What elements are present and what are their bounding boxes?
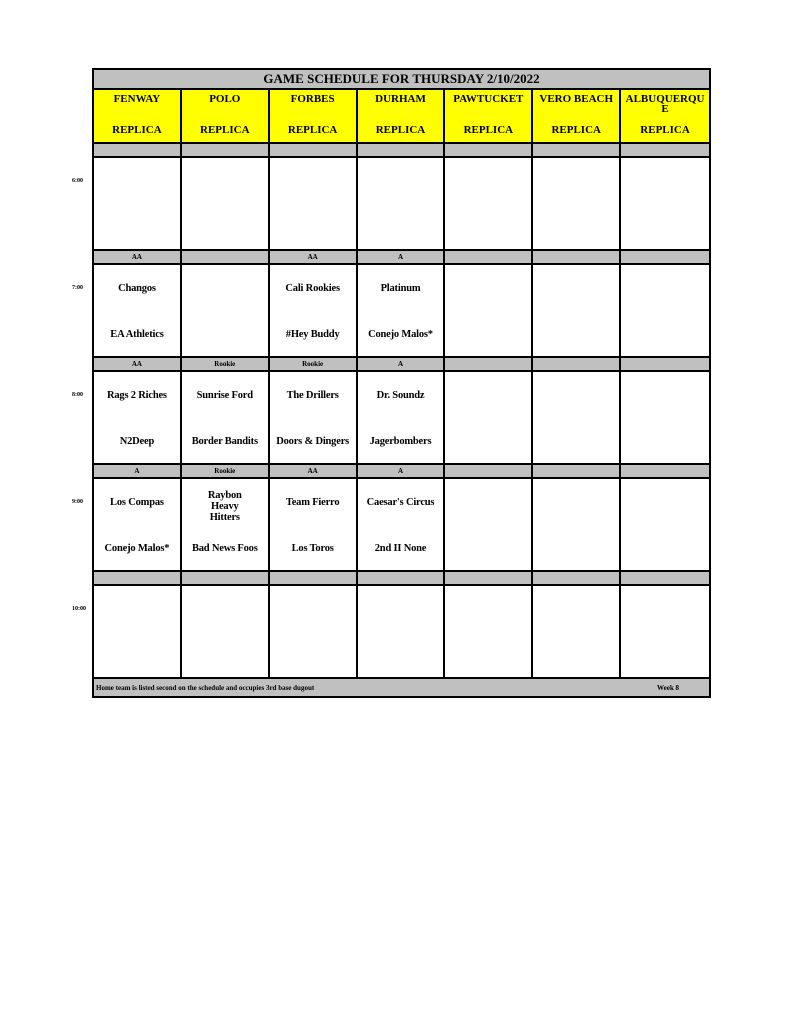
home-team: Jagerbombers xyxy=(369,436,432,447)
game-cell xyxy=(270,158,358,251)
time-label: 9:00 xyxy=(72,499,83,505)
home-team: Doors & Dingers xyxy=(276,436,350,447)
division-label: AA xyxy=(270,465,358,479)
division-label xyxy=(445,358,533,372)
division-label: Rookie xyxy=(270,358,358,372)
footer-note: Home team is listed second on the schedule and occupies 3rd base dugout xyxy=(96,683,315,692)
field-header-row xyxy=(94,90,709,144)
game-cell xyxy=(94,479,182,572)
division-label: AA xyxy=(270,251,358,265)
division-label xyxy=(182,572,270,586)
away-team: Cali Rookies xyxy=(285,283,340,294)
game-cell xyxy=(182,479,270,572)
game-cell xyxy=(182,586,270,679)
division-label xyxy=(270,572,358,586)
time-slots xyxy=(94,144,709,679)
home-team: Border Bandits xyxy=(191,436,258,447)
game-cell xyxy=(94,372,182,465)
field-header-forbes xyxy=(270,90,358,144)
division-label: A xyxy=(358,251,446,265)
division-label: A xyxy=(358,358,446,372)
division-label xyxy=(94,144,182,158)
field-name: POLO xyxy=(209,93,241,105)
division-label xyxy=(270,144,358,158)
field-name: PAWTUCKET xyxy=(453,93,524,105)
game-cell xyxy=(533,586,621,679)
game-cell xyxy=(445,586,533,679)
game-cell xyxy=(270,372,358,465)
game-cell xyxy=(533,372,621,465)
home-team: EA Athletics xyxy=(110,329,164,340)
away-team: Sunrise Ford xyxy=(196,390,253,401)
time-label: 10:00 xyxy=(72,606,86,612)
division-label: Rookie xyxy=(182,465,270,479)
game-cell xyxy=(533,265,621,358)
game-cell xyxy=(445,265,533,358)
division-label: Rookie xyxy=(182,358,270,372)
field-header-polo xyxy=(182,90,270,144)
field-subtitle: REPLICA xyxy=(287,124,338,136)
game-cell xyxy=(533,479,621,572)
division-band xyxy=(94,572,709,586)
away-team: Dr. Soundz xyxy=(376,390,425,401)
game-cell xyxy=(270,265,358,358)
game-cell xyxy=(445,479,533,572)
game-cell xyxy=(533,158,621,251)
field-subtitle: REPLICA xyxy=(375,124,426,136)
field-name: FENWAY xyxy=(113,93,161,105)
game-cell xyxy=(621,586,709,679)
division-label xyxy=(358,144,446,158)
field-subtitle: REPLICA xyxy=(200,124,250,136)
division-label xyxy=(621,465,709,479)
division-band xyxy=(94,144,709,158)
game-cell xyxy=(358,586,446,679)
home-team: N2Deep xyxy=(119,436,155,447)
time-label: 7:00 xyxy=(72,285,83,291)
game-cell xyxy=(94,158,182,251)
field-header-durham xyxy=(358,90,446,144)
home-team: 2nd II None xyxy=(374,543,427,554)
field-name: ALBUQUERQUE xyxy=(625,93,705,115)
division-label: AA xyxy=(94,358,182,372)
week-label: Week 8 xyxy=(657,683,679,692)
game-cell xyxy=(621,265,709,358)
game-cell xyxy=(621,372,709,465)
away-team: The Drillers xyxy=(286,390,339,401)
field-subtitle: REPLICA xyxy=(112,124,162,136)
away-team: Rags 2 Riches xyxy=(107,390,167,401)
game-cell xyxy=(270,586,358,679)
game-cell xyxy=(182,158,270,251)
division-label xyxy=(621,144,709,158)
away-team: Caesar's Circus xyxy=(366,497,435,508)
division-label xyxy=(621,358,709,372)
field-subtitle: REPLICA xyxy=(551,124,601,136)
division-label: AA xyxy=(94,251,182,265)
division-label xyxy=(182,251,270,265)
division-label: A xyxy=(94,465,182,479)
game-row xyxy=(94,265,709,358)
field-header-albuquerque xyxy=(621,90,709,144)
schedule-title: GAME SCHEDULE FOR THURSDAY 2/10/2022 xyxy=(94,70,709,90)
game-cell xyxy=(358,372,446,465)
division-band xyxy=(94,358,709,372)
division-label xyxy=(533,572,621,586)
division-label xyxy=(94,572,182,586)
field-header-pawtucket xyxy=(445,90,533,144)
field-name: DURHAM xyxy=(375,93,426,105)
division-label xyxy=(621,251,709,265)
game-cell xyxy=(445,158,533,251)
away-team: Los Compas xyxy=(110,497,164,508)
division-label xyxy=(621,572,709,586)
away-team: Team Fierro xyxy=(285,497,340,508)
division-label xyxy=(533,251,621,265)
game-row xyxy=(94,586,709,679)
field-name: VERO BEACH xyxy=(539,93,614,105)
schedule-footer xyxy=(94,679,709,696)
away-team: Raybon Heavy Hitters xyxy=(207,490,242,523)
game-cell xyxy=(94,586,182,679)
field-subtitle: REPLICA xyxy=(463,124,514,136)
field-subtitle: REPLICA xyxy=(640,124,690,136)
game-cell xyxy=(270,479,358,572)
game-row xyxy=(94,158,709,251)
division-label xyxy=(358,572,446,586)
away-team: Changos xyxy=(118,283,156,294)
field-header-fenway xyxy=(94,90,182,144)
game-cell xyxy=(621,158,709,251)
field-name: FORBES xyxy=(290,93,335,105)
home-team: Conejo Malos* xyxy=(104,543,170,554)
game-cell xyxy=(445,372,533,465)
division-label xyxy=(445,251,533,265)
away-team: Platinum xyxy=(380,283,421,294)
game-cell xyxy=(358,158,446,251)
division-label xyxy=(445,465,533,479)
time-label: 8:00 xyxy=(72,392,83,398)
division-label xyxy=(445,572,533,586)
division-band xyxy=(94,251,709,265)
game-cell xyxy=(358,265,446,358)
division-label: A xyxy=(358,465,446,479)
division-label xyxy=(533,144,621,158)
field-header-vero-beach xyxy=(533,90,621,144)
game-row xyxy=(94,372,709,465)
home-team: Bad News Foos xyxy=(191,543,258,554)
home-team: #Hey Buddy xyxy=(285,329,340,340)
game-cell xyxy=(182,372,270,465)
game-cell xyxy=(358,479,446,572)
game-row xyxy=(94,479,709,572)
division-band xyxy=(94,465,709,479)
schedule-table xyxy=(92,68,711,698)
home-team: Conejo Malos* xyxy=(368,329,433,340)
division-label xyxy=(182,144,270,158)
game-cell xyxy=(94,265,182,358)
home-team: Los Toros xyxy=(291,543,334,554)
division-label xyxy=(533,465,621,479)
division-label xyxy=(445,144,533,158)
time-label: 6:00 xyxy=(72,178,83,184)
game-cell xyxy=(621,479,709,572)
division-label xyxy=(533,358,621,372)
game-cell xyxy=(182,265,270,358)
